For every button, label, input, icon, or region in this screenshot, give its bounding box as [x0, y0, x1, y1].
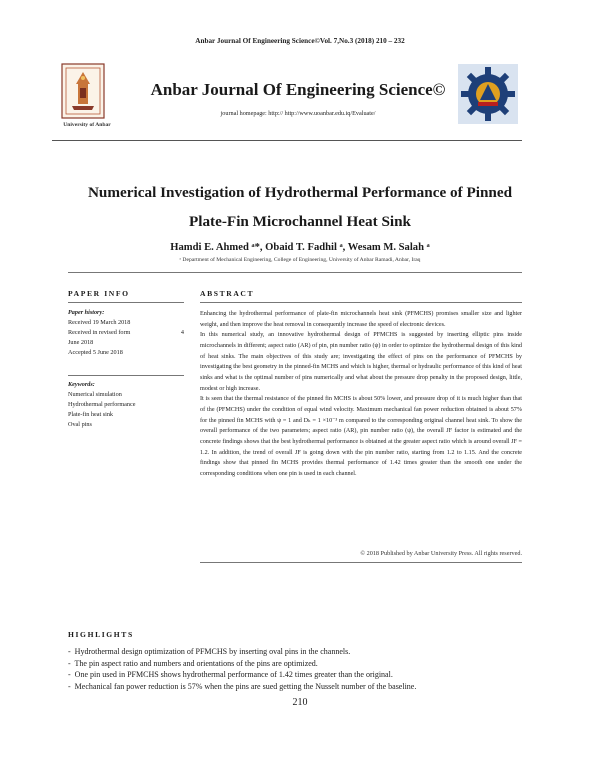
received-date: Received 19 March 2018 — [68, 319, 131, 326]
keywords-rule — [68, 375, 184, 376]
highlights-heading: HIGHLIGHTS — [68, 630, 134, 639]
paper-info-heading: PAPER INFO — [68, 289, 130, 298]
keywords-block — [68, 380, 184, 430]
highlight-item: - Mechanical fan power reduction is 57% when the pins are sued getting the Nusselt number of the baseline. — [68, 681, 417, 691]
abstract-paragraph: It is seen that the thermal resistance of the pinned fin MCHS is about 50% lower, and pressure drop of it is much higher than that of the (PFMCHS) under the condition of equal wind velocity. Maximum mechanical fan power reduction obtained is about 57% for the pinned fin MCHS with ψ = 1 and Dₕ = 1 ×10⁻³ m compared to the corresponding original channel heat sink. To show the overall performance of the two parameters; aspect ratio (AR), pin number ratio (ψ), the overall JF factor is estimated and the concrete findings shows that the best hydrothermal performance is obtained at the greater aspect ratio which is around overall JF = 1.2. In addition, the trend of overall JF is going down with the pin number ratio, starting from 1.2 to 1.15. And the concrete findings show that pinned fin MCHS provides thermal performance of 1.42 times greater than the smooth one under the corresponding conditions when one pin is used in each channel. — [200, 396, 522, 477]
copyright-notice: © 2018 Published by Anbar University Press. All rights reserved. — [360, 550, 522, 557]
keyword-item: Plate-fin heat sink — [68, 411, 114, 418]
paper-info-rule — [68, 302, 184, 303]
revised-month: June 2018 — [68, 339, 94, 346]
highlight-text: Mechanical fan power reduction is 57% when the pins are sued getting the Nusselt number of the baseline. — [74, 681, 417, 691]
university-label: University of Anbar — [63, 122, 111, 128]
journal-homepage[interactable]: journal homepage: http:// http://www.uoanbar.edu.iq/Evaluate/ — [220, 110, 376, 117]
keyword-item: Oval pins — [68, 421, 92, 428]
keyword-item: Hydrothermal performance — [68, 401, 136, 408]
keyword-item: Numerical simulation — [68, 391, 122, 398]
affiliation: ᵃ Department of Mechanical Engineering, College of Engineering, University of Anbar Ramadi, Anbar, Iraq — [179, 257, 421, 263]
page-number: 210 — [292, 697, 308, 708]
abstract-paragraph: In this numerical study, an innovative hydrothermal design of PFMCHS is suggested by inserting elliptic pins inside microchannels in different; aspect ratio (AR) of pin, pin number ratio (ψ) in order to optimize the hydrothermal design of this kind of heat sinks. The main objectives of this study are; investigating the effect of pins on the performance of PFMCHS by investigating the best geometry in the pinned-fin MCHS and which is higher, thermal or hydraulic performance of this kind of heat sinks and what is the optimal number of pins numerically and what about the pressure drop penalty in the proposed design, little, modest or high increase. — [200, 332, 522, 392]
keywords-label: Keywords: — [68, 381, 95, 388]
running-head: Anbar Journal Of Engineering Science©Vol. 7,No.3 (2018) 210 – 232 — [195, 37, 405, 45]
highlight-item: - Hydrothermal design optimization of PFMCHS by inserting oval pins in the channels. — [68, 647, 351, 656]
highlight-text: One pin used in PFMCHS shows hydrothermal performance of 1.42 times greater than the original. — [74, 670, 393, 680]
highlights-list — [68, 646, 548, 692]
paper-history — [68, 308, 184, 358]
university-logo — [60, 62, 106, 120]
accepted-date: Accepted 5 June 2018 — [68, 349, 123, 356]
abstract-body — [200, 309, 522, 480]
abstract-heading: ABSTRACT — [200, 289, 255, 298]
highlight-text: Hydrothermal design optimization of PFMCHS by inserting oval pins in the channels. — [74, 647, 351, 656]
highlight-item: - The pin aspect ratio and numbers and orientations of the pins are optimized. — [68, 658, 318, 668]
paper-title — [40, 178, 560, 236]
highlight-text: The pin aspect ratio and numbers and orientations of the pins are optimized. — [74, 658, 318, 668]
abstract-paragraph: Enhancing the hydrothermal performance of plate-fin microchannels heat sink (PFMCHS) promises smaller size and lighter weight, and then improve the heat removal in consequently increase the speed of electronic devices. — [200, 311, 522, 328]
paper-title-line-1: Numerical Investigation of Hydrothermal Performance of Pinned — [87, 184, 513, 201]
journal-title: Anbar Journal Of Engineering Science© — [150, 80, 446, 99]
revised-label: Received in revised form — [68, 329, 131, 336]
paper-history-label: Paper history: — [68, 309, 105, 316]
highlight-item: - One pin used in PFMCHS shows hydrothermal performance of 1.42 times greater than the original. — [68, 670, 393, 680]
affiliation-rule — [68, 272, 522, 273]
abstract-rule — [200, 302, 522, 303]
abstract-bottom-rule — [200, 562, 522, 563]
header-rule — [52, 140, 522, 141]
revised-line — [68, 328, 184, 338]
paper-title-line-2: Plate-Fin Microchannel Heat Sink — [188, 213, 412, 230]
authors: Hamdi E. Ahmed ᵃ*, Obaid T. Fadhil ᵃ, Wesam M. Salah ᵃ — [170, 242, 430, 253]
journal-logo — [458, 64, 518, 124]
revised-day: 4 — [180, 329, 184, 336]
